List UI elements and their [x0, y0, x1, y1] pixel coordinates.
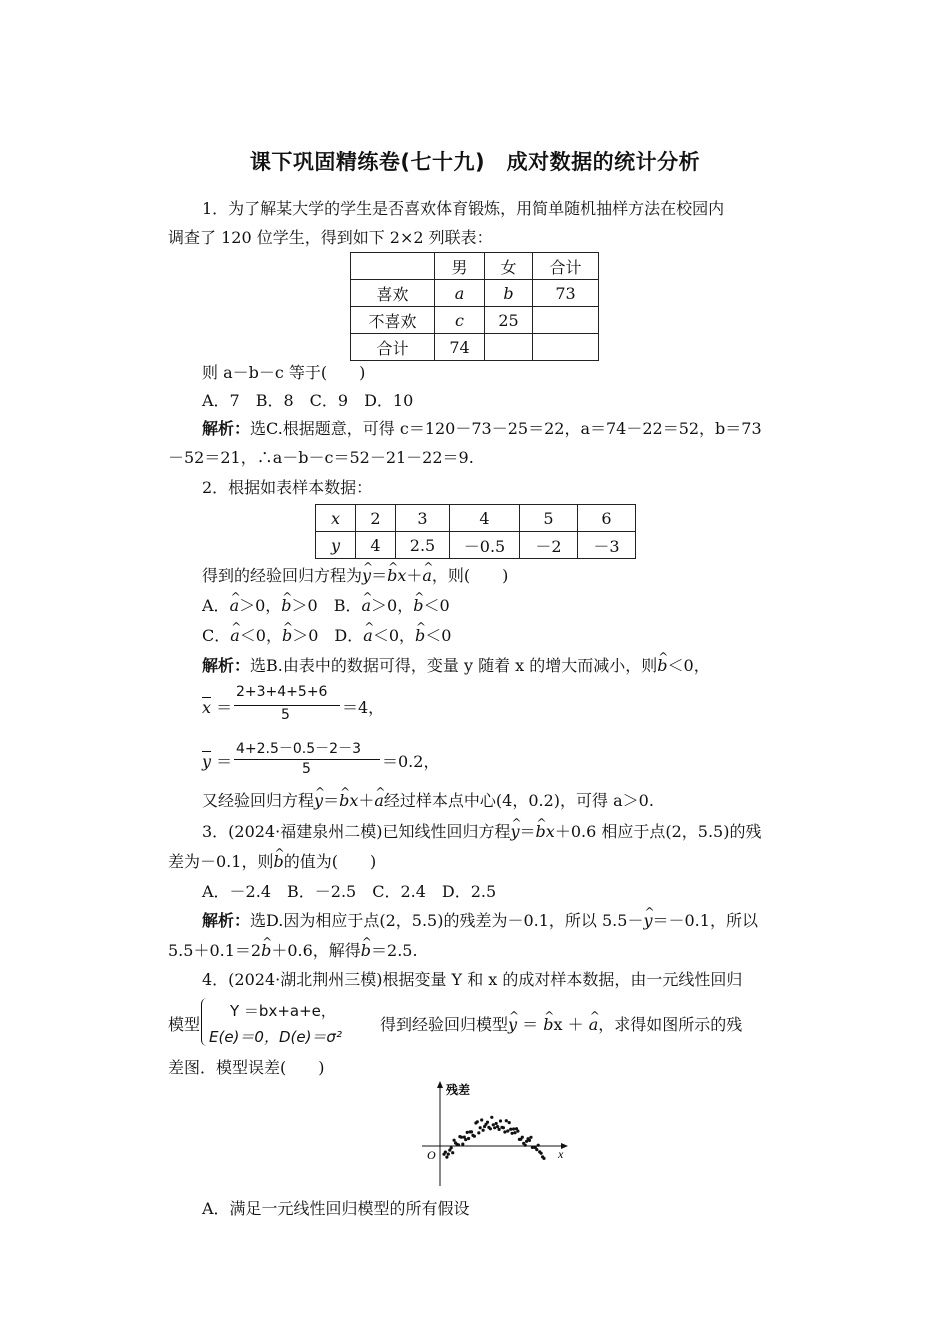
residual-point [495, 1122, 498, 1125]
table-cell [485, 334, 533, 361]
contingency-table [350, 252, 599, 361]
text: 的值为( ) [283, 852, 377, 871]
residual-point [490, 1116, 493, 1119]
text: 选D.因为相应于点(2，5.5)的残差为－0.1，所以 5.5－ [250, 911, 644, 930]
table-cell: 4 [356, 532, 396, 559]
residual-point [482, 1129, 485, 1132]
residual-point [529, 1136, 532, 1139]
text: 5.5＋0.1＝2 [168, 941, 262, 960]
residual-point [489, 1127, 492, 1130]
residual-point [537, 1144, 540, 1147]
residual-point [445, 1156, 448, 1159]
q2-options-ab: A．^ a＞0，^ b＞0 B．^ a＞0，^ b＜0 [202, 595, 822, 617]
solution-label: 解析： [202, 419, 251, 438]
table-cell: 喜欢 [351, 280, 435, 307]
q4-line3: 差图．模型误差( ) [168, 1058, 325, 1077]
q1-line1: 1．为了解某大学的学生是否喜欢体育锻炼，用简单随机抽样方法在校园内 [202, 199, 725, 218]
residual-point [511, 1132, 514, 1135]
y-bar-symbol: $\overline{y}$ ＝ [202, 752, 233, 771]
residual-point [476, 1120, 479, 1123]
table-cell: 73 [533, 280, 599, 307]
q1-solution-line2: －52＝21，∴a－b－c＝52－21－22＝9. [168, 448, 474, 467]
table-cell [533, 307, 599, 334]
page-title: 课下巩固精练卷(七十九) 成对数据的统计分析 [249, 150, 701, 174]
table-cell: 合计 [533, 253, 599, 280]
x-bar-denominator: 5 [281, 707, 290, 723]
q4-model-label: 模型 [168, 1015, 201, 1034]
x-axis-label: x [558, 1147, 564, 1161]
residual-point [509, 1128, 512, 1131]
x-bar-symbol: $\overline{x}$ ＝ [202, 698, 233, 717]
text: ＋0.6 相应于点(2，5.5)的残 [554, 822, 762, 841]
table-cell: 3 [396, 505, 450, 532]
residual-point [477, 1131, 480, 1134]
residual-point [506, 1129, 509, 1132]
residual-point [461, 1143, 464, 1146]
table-cell: 女 [485, 253, 533, 280]
residual-point [516, 1130, 519, 1133]
sample-data-table [315, 504, 636, 559]
table-row [351, 280, 599, 307]
table-row [351, 253, 599, 280]
q2-solution-line1: 解析：选B.由表中的数据可得，变量 y 随着 x 的增大而减小，则^ b＜0， [202, 655, 822, 677]
fraction-bar [234, 705, 340, 706]
residual-point [502, 1126, 505, 1129]
q3-line1: 3．(2024·福建泉州二模)已知线性回归方程^ y＝^ bx＋0.6 相应于点(2，5.5)的残 [202, 821, 822, 843]
solution-text: 选C.根据题意，可得 c＝120－73－25＝22，a＝74－22＝52，b＝73 [250, 419, 762, 438]
q1-solution-line1 [202, 418, 822, 440]
residual-point [542, 1157, 545, 1160]
solution-label: 解析： [202, 911, 251, 930]
x-bar-numerator: 2+3+4+5+6 [236, 684, 328, 700]
table-cell: 2.5 [396, 532, 450, 559]
q2-solution-last: 又经验回归方程^ y＝^ bx＋^ a经过样本点中心(4，0.2)，可得 a＞0. [202, 790, 822, 812]
solution-text: 选B.由表中的数据可得，变量 y 随着 x 的增大而减小，则 [250, 656, 658, 675]
y-bar-value: ＝0.2， [382, 752, 440, 771]
text: ，求得如图所示的残 [598, 1015, 743, 1034]
q3-solution-line1: 解析：选D.因为相应于点(2，5.5)的残差为－0.1，所以 5.5－^ y＝－0.1，所以 [202, 910, 822, 932]
text: 差为－0.1，则 [168, 852, 274, 871]
model-equation-2: E(e)＝0，D(e)＝σ² [209, 1028, 342, 1046]
y-bar-denominator: 5 [302, 761, 311, 777]
residual-point [540, 1152, 543, 1155]
table-cell: y [316, 532, 356, 559]
y-axis-label: 残差 [446, 1083, 471, 1097]
text: ＋0.6，解得 [271, 941, 361, 960]
q4-line1: 4．(2024·湖北荆州三模)根据变量 Y 和 x 的成对样本数据，由一元线性回归 [202, 970, 743, 989]
table-cell: 合计 [351, 334, 435, 361]
q1-ask: 则 a－b－c 等于( ) [202, 363, 366, 382]
q4-line2: 得到经验回归模型^ y ＝ ^ bx ＋ ^ a，求得如图所示的残 [380, 1014, 790, 1036]
table-cell: 不喜欢 [351, 307, 435, 334]
residual-point [505, 1119, 508, 1122]
table-cell: 2 [356, 505, 396, 532]
table-cell [533, 334, 599, 361]
residual-point [479, 1126, 482, 1129]
table-cell: a [435, 280, 485, 307]
residual-point [508, 1121, 511, 1124]
option-b-label: B． [333, 596, 362, 615]
model-equation-1: Y ＝bx+a+e， [230, 1002, 336, 1020]
residual-point [451, 1151, 454, 1154]
text: 得到的经验回归方程为 [202, 566, 363, 585]
residual-point [470, 1130, 473, 1133]
option-a-label: A． [202, 596, 230, 615]
table-cell: b [485, 280, 533, 307]
table-row [351, 307, 599, 334]
residual-point [457, 1143, 460, 1146]
residual-point [466, 1131, 469, 1134]
y-bar-numerator: 4+2.5－0.5－2－3 [236, 741, 361, 757]
residual-point [513, 1131, 516, 1134]
residual-point [444, 1151, 447, 1154]
residual-point [498, 1128, 501, 1131]
residual-point [528, 1139, 531, 1142]
q1-line2: 调查了 120 位学生，得到如下 2×2 列联表： [168, 228, 493, 247]
residual-point [473, 1135, 476, 1138]
table-row [316, 505, 636, 532]
residual-plot [418, 1078, 570, 1190]
table-cell: 25 [485, 307, 533, 334]
q2-equation-line: 得到的经验回归方程为^ y＝^ bx＋^ a，则( ) [202, 565, 822, 587]
residual-point [447, 1153, 450, 1156]
table-cell: x [316, 505, 356, 532]
text: ＝2.5. [371, 941, 418, 960]
q3-line2: 差为－0.1，则^ b的值为( ) [168, 851, 788, 873]
residual-point [464, 1138, 467, 1141]
solution-label: 解析： [202, 656, 251, 675]
residual-point [496, 1125, 499, 1128]
brace [201, 998, 208, 1046]
table-cell: 男 [435, 253, 485, 280]
text: ＝－0.1，所以 [652, 911, 758, 930]
table-cell: －0.5 [450, 532, 520, 559]
text: 经过样本点中心(4，0.2)，可得 a＞0. [383, 791, 654, 810]
residual-point [521, 1136, 524, 1139]
residual-point [512, 1127, 515, 1130]
table-cell: c [435, 307, 485, 334]
table-cell [351, 253, 435, 280]
q2-line1: 2．根据如表样本数据： [202, 478, 373, 497]
q1-options: A．7 B．8 C．9 D．10 [202, 391, 414, 410]
table-cell: 5 [520, 505, 578, 532]
residual-point [493, 1126, 496, 1129]
residual-point [450, 1146, 453, 1149]
table-cell: －2 [520, 532, 578, 559]
table-row [316, 532, 636, 559]
text: ，则( ) [431, 566, 509, 585]
option-c-label: C． [202, 626, 231, 645]
residual-point [486, 1121, 489, 1124]
residual-point [524, 1144, 527, 1147]
residual-point [499, 1119, 502, 1122]
table-cell: 6 [578, 505, 636, 532]
residual-point [480, 1118, 483, 1121]
q2-options-cd: C．^ a＜0，^ b＞0 D．^ a＜0，^ b＜0 [202, 625, 822, 647]
residual-point [467, 1137, 470, 1140]
x-bar-value: ＝4， [342, 698, 385, 717]
q3-solution-line2: 5.5＋0.1＝2^ b＋0.6，解得^ b＝2.5. [168, 940, 788, 962]
residual-point [460, 1136, 463, 1139]
table-row [351, 334, 599, 361]
option-d-label: D． [334, 626, 364, 645]
origin-label: O [427, 1148, 436, 1162]
text: 得到经验回归模型 [380, 1015, 509, 1034]
residual-points [442, 1116, 545, 1160]
text: 又经验回归方程 [202, 791, 315, 810]
q3-options: A．－2.4 B．－2.5 C．2.4 D．2.5 [202, 882, 497, 901]
residual-point [503, 1130, 506, 1133]
table-cell: 74 [435, 334, 485, 361]
text: 3．(2024·福建泉州二模)已知线性回归方程 [202, 822, 511, 841]
residual-point [453, 1139, 456, 1142]
residual-point [535, 1148, 538, 1151]
residual-point [492, 1123, 495, 1126]
table-cell: －3 [578, 532, 636, 559]
fraction-bar [234, 759, 380, 760]
y-axis-arrow [437, 1081, 443, 1088]
table-cell: 4 [450, 505, 520, 532]
q4-option-a: A．满足一元线性回归模型的所有假设 [202, 1199, 470, 1218]
